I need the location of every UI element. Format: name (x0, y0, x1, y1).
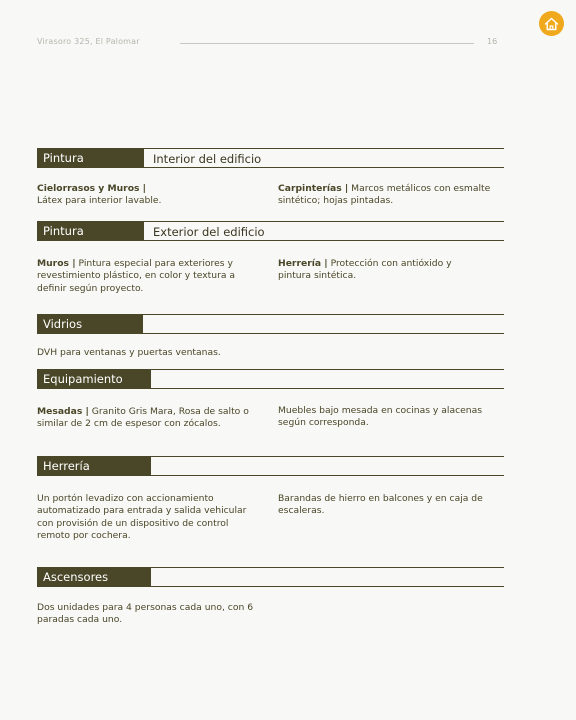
section-subtitle: Interior del edificio (153, 152, 262, 166)
header-divider (180, 43, 474, 44)
section-pintura-exterior (37, 221, 504, 294)
section-subtitle: Exterior del edificio (153, 225, 265, 239)
item-text: Granito Gris Mara, Rosa de salto o similar de 2 cm de espesor con zócalos. (37, 406, 249, 430)
page-number: 16 (487, 37, 498, 46)
section-tag: Vidrios (37, 314, 143, 334)
section-header-bar (37, 369, 504, 389)
item-title: Mesadas | (37, 406, 89, 417)
section-tag: Pintura (37, 221, 144, 241)
pintura-interior-left (37, 183, 262, 208)
item-text: Látex para interior lavable. (37, 195, 162, 207)
section-equipamiento (37, 369, 504, 430)
item-title: Cielorrasos y Muros | (37, 183, 147, 194)
section-header-bar (37, 314, 504, 334)
section-vidrios (37, 314, 504, 358)
item-text: Protección con antióxido y pintura sintética. (278, 258, 452, 282)
pintura-exterior-right (278, 258, 478, 283)
section-header-bar (37, 567, 504, 587)
section-tag: Equipamiento (37, 369, 151, 389)
item-text: Marcos metálicos con esmalte sintético; hojas pintadas. (278, 183, 491, 207)
home-button[interactable] (539, 11, 564, 36)
pintura-exterior-left (37, 258, 262, 295)
item-title: Herrería | (278, 258, 328, 269)
section-header-bar (37, 456, 504, 476)
section-tag: Pintura (37, 148, 144, 168)
item-title: Muros | (37, 258, 76, 269)
section-tag: Herrería (37, 456, 151, 476)
herreria-left: Un portón levadizo con accionamiento automatizado para entrada y salida vehicular con provisión de un dispositivo de control remoto por cochera. (37, 493, 247, 542)
section-herreria (37, 456, 504, 542)
header-address: Virasoro 325, El Palomar (37, 37, 140, 46)
item-title: Carpinterías | (278, 183, 349, 194)
section-pintura-interior (37, 148, 504, 207)
section-ascensores (37, 567, 504, 626)
equipamiento-right: Muebles bajo mesada en cocinas y alacenas según corresponda. (278, 405, 483, 429)
section-header-bar (37, 148, 504, 168)
pintura-interior-right (278, 183, 504, 208)
herreria-right: Barandas de hierro en balcones y en caja de escaleras. (278, 493, 483, 517)
item-text: Pintura especial para exteriores y revestimiento plástico, en color y textura a definir según proyecto. (37, 258, 236, 294)
equipamiento-left (37, 406, 262, 431)
section-header-bar (37, 221, 504, 241)
vidrios-text: DVH para ventanas y puertas ventanas. (37, 347, 221, 358)
ascensores-text: Dos unidades para 4 personas cada uno, con 6 paradas cada uno. (37, 602, 254, 626)
home-icon (544, 17, 559, 31)
section-tag: Ascensores (37, 567, 151, 587)
